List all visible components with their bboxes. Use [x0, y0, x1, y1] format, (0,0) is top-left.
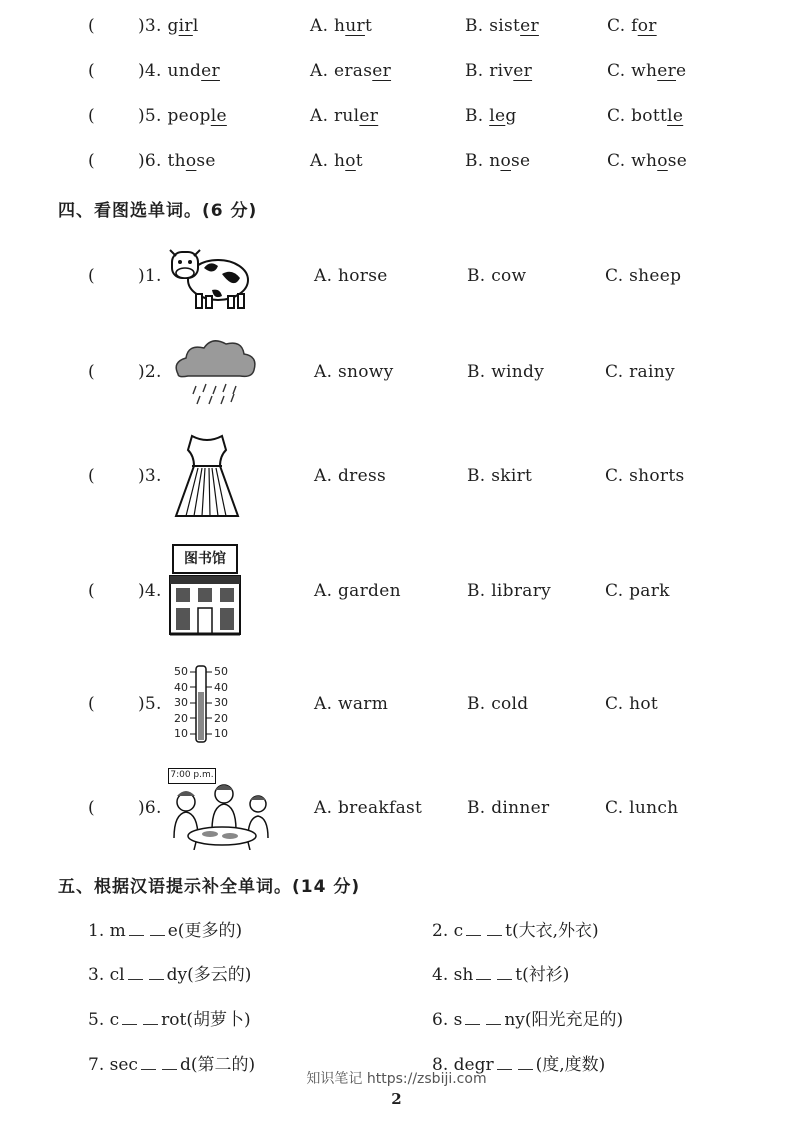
option-a: A. warm: [314, 694, 389, 714]
thermometer-icon: [166, 664, 238, 746]
question-number: )2.: [138, 362, 162, 382]
fill-item: 8. degr (度,度数): [432, 1055, 606, 1075]
question-number: )5.: [138, 694, 162, 714]
answer-paren[interactable]: (: [88, 362, 95, 382]
option-c: C. shorts: [605, 466, 685, 486]
question-number: )4.: [138, 581, 162, 601]
blank-field[interactable]: [143, 1012, 158, 1025]
option-b: B. dinner: [467, 798, 550, 818]
option-a: A. dress: [314, 466, 387, 486]
cow-icon: [168, 240, 252, 312]
blank-field[interactable]: [465, 1012, 480, 1025]
option-a: A. eraser: [310, 61, 392, 81]
option-c: C. bottle: [607, 106, 684, 126]
thermometer-scale-right: 50 40 30 20 10: [214, 665, 228, 740]
option-c: C. sheep: [605, 266, 682, 286]
option-b: B. cold: [467, 694, 529, 714]
option-b: B. library: [467, 581, 552, 601]
answer-paren[interactable]: (: [88, 16, 95, 36]
question-number: )6.: [138, 798, 162, 818]
option-a: A. garden: [314, 581, 401, 601]
option-c: C. for: [607, 16, 657, 36]
blank-field[interactable]: [476, 967, 491, 980]
blank-field[interactable]: [149, 967, 164, 980]
question-row: [0, 61, 793, 101]
question-row: [0, 798, 793, 838]
option-a: A. hurt: [310, 16, 373, 36]
blank-field[interactable]: [466, 923, 481, 936]
fill-item: 6. s ny(阳光充足的): [432, 1010, 624, 1030]
fill-item: 3. cl dy(多云的): [88, 965, 252, 985]
question-row: [0, 581, 793, 621]
option-a: A. horse: [314, 266, 388, 286]
question-word: )3. girl: [138, 16, 199, 36]
section5-heading: 五、根据汉语提示补全单词。(14 分): [58, 877, 361, 897]
answer-paren[interactable]: (: [88, 106, 95, 126]
question-row: [0, 16, 793, 56]
blank-field[interactable]: [129, 923, 144, 936]
question-row: [0, 466, 793, 506]
option-c: C. where: [607, 61, 687, 81]
section4-heading: 四、看图选单词。(6 分): [58, 201, 258, 221]
blank-field[interactable]: [128, 967, 143, 980]
answer-paren[interactable]: (: [88, 798, 95, 818]
building-icon: [168, 574, 242, 636]
blank-field[interactable]: [150, 923, 165, 936]
thermometer-scale-left: 50 40 30 20 10: [174, 665, 188, 740]
blank-field[interactable]: [497, 967, 512, 980]
library-sign: 图书馆: [172, 544, 238, 574]
question-row: [0, 362, 793, 402]
question-row: [0, 694, 793, 734]
blank-field[interactable]: [122, 1012, 137, 1025]
option-c: C. hot: [605, 694, 659, 714]
answer-paren[interactable]: (: [88, 466, 95, 486]
option-c: C. rainy: [605, 362, 675, 382]
option-b: B. windy: [467, 362, 545, 382]
clock-label: 7:00 p.m.: [168, 768, 216, 784]
watermark-text: 知识笔记 https://zsbiji.com: [306, 1071, 487, 1087]
fill-item: 4. sh t(衬衫): [432, 965, 570, 985]
option-b: B. skirt: [467, 466, 533, 486]
blank-field[interactable]: [486, 1012, 501, 1025]
question-row: [0, 106, 793, 146]
option-a: A. snowy: [314, 362, 394, 382]
fill-item: 2. c t(大衣,外衣): [432, 921, 599, 941]
library-icon: [168, 544, 242, 636]
question-row: [0, 151, 793, 191]
thermometer-tube-icon: [190, 664, 212, 744]
option-b: B. sister: [465, 16, 539, 36]
option-b: B. cow: [467, 266, 527, 286]
question-word: )4. under: [138, 61, 220, 81]
fill-item: 7. sec d(第二的): [88, 1055, 256, 1075]
option-a: A. breakfast: [314, 798, 423, 818]
fill-item: 1. m e(更多的): [88, 921, 243, 941]
page-number: 2: [391, 1090, 402, 1108]
answer-paren[interactable]: (: [88, 694, 95, 714]
question-word: )5. people: [138, 106, 227, 126]
option-a: A. ruler: [310, 106, 379, 126]
option-c: C. park: [605, 581, 670, 601]
question-number: )3.: [138, 466, 162, 486]
fill-item: 5. c rot(胡萝卜): [88, 1010, 251, 1030]
question-number: )1.: [138, 266, 162, 286]
blank-field[interactable]: [487, 923, 502, 936]
option-a: A. hot: [310, 151, 363, 171]
dinner-scene-icon: [166, 768, 274, 850]
answer-paren[interactable]: (: [88, 151, 95, 171]
answer-paren[interactable]: (: [88, 266, 95, 286]
answer-paren[interactable]: (: [88, 581, 95, 601]
rain-cloud-icon: [170, 336, 262, 408]
family-dinner-icon: [166, 782, 274, 850]
dress-icon: [172, 432, 242, 522]
option-c: C. whose: [607, 151, 688, 171]
question-row: [0, 266, 793, 306]
option-c: C. lunch: [605, 798, 679, 818]
question-word: )6. those: [138, 151, 216, 171]
answer-paren[interactable]: (: [88, 61, 95, 81]
option-b: B. leg: [465, 106, 517, 126]
option-b: B. river: [465, 61, 533, 81]
option-b: B. nose: [465, 151, 531, 171]
